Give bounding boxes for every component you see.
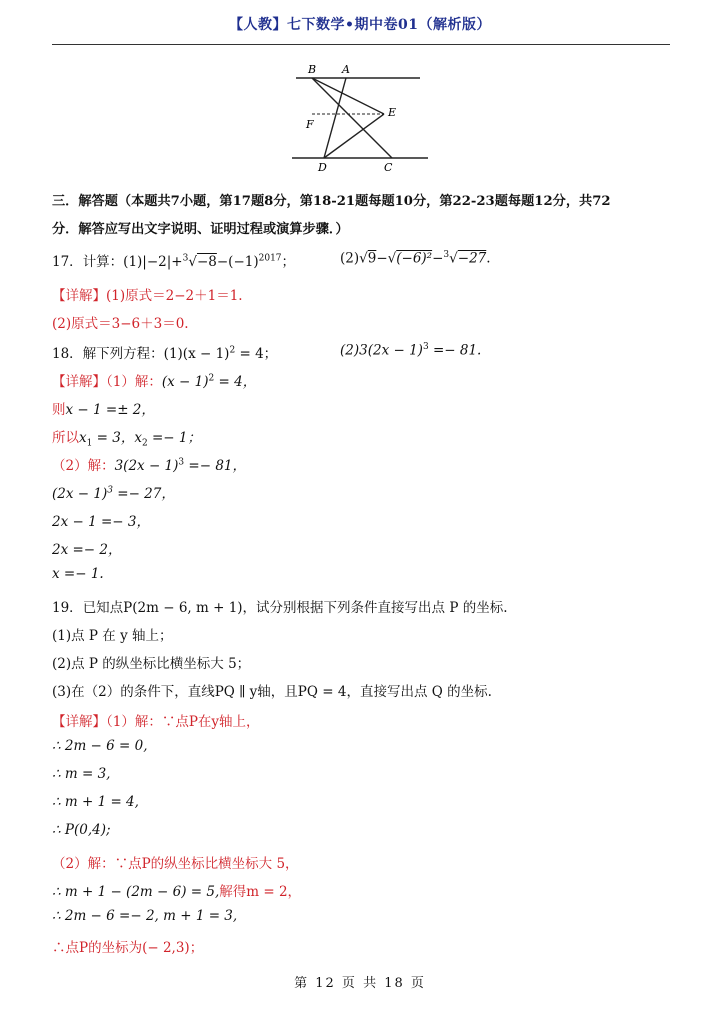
question-19-cond2: (2)点 P 的纵坐标比横坐标大 5； [52, 656, 251, 672]
question-19-cond1: (1)点 P 在 y 轴上； [52, 628, 173, 644]
question-18-part2: $(2)3(2x - 1)^3 =- 81$. [340, 342, 482, 359]
answer-18-line2: 则x − 1 =± 2， [52, 402, 155, 418]
answer-17-1: 【详解】(1)原式＝2−2＋1＝1. [52, 288, 243, 304]
answer-19-line2: ∴ 2m − 6 = 0, [52, 738, 148, 754]
answer-18-line5: $(2x - 1)^3 =- 27$， [52, 485, 175, 502]
question-19-cond3: (3)在（2）的条件下，直线PQ ∥ y轴，且PQ = 4，直接写出点 Q 的坐标. [52, 684, 492, 700]
question-18: 18．解下列方程：$(1)(x - 1)^2 = 4$； $(2)3(2x - 1)^3 =- 81$. [52, 342, 482, 362]
answer-19-line8: ∴ 2m − 6 =− 2, m + 1 = 3, [52, 908, 238, 924]
segment-BC [312, 78, 392, 158]
section-heading-line1: 三．解答题（本题共7小题，第17题8分，第18-21题每题10分，第22-23题每题12分，共72 [52, 194, 611, 209]
question-17: 17．计算：$(1)|-2|+^3√-8-(-1)^{2017}$； (2)√9−√(−6)²−$^3$√−27. [52, 250, 491, 270]
geometry-figure [288, 56, 432, 174]
answer-19-line9: ∴点P的坐标为(− 2,3)； [52, 940, 204, 956]
label-C: C [384, 161, 393, 174]
label-D: D [318, 161, 327, 174]
label-E: E [388, 106, 397, 119]
answer-19-line7: ∴ m + 1 − (2m − 6) = 5,解得m = 2， [52, 884, 302, 900]
answer-19-line5: ∴ P(0,4); [52, 822, 111, 838]
label-B: B [308, 63, 317, 76]
answer-18-line3: 所以$x_1 = 3$，$x_2 =- 1$； [52, 430, 201, 449]
answer-19-line1: 【详解】（1）解：∵点P在y轴上， [52, 714, 260, 730]
answer-19-line6: （2）解：∵点P的纵坐标比横坐标大 5， [52, 856, 299, 872]
header-divider [52, 44, 670, 45]
label-A: A [342, 63, 350, 76]
segment-BE [312, 78, 384, 114]
answer-17-2: (2)原式＝3−6＋3＝0. [52, 316, 189, 332]
question-17-part2: (2)√9−√(−6)²−$^3$√−27. [340, 250, 491, 267]
section-heading-line2: 分．解答应写出文字说明、证明过程或演算步骤．） [52, 222, 349, 237]
answer-18-line8: x =− 1. [52, 566, 104, 582]
answer-19-line4: ∴ m + 1 = 4, [52, 794, 139, 810]
answer-19-line3: ∴ m = 3, [52, 766, 111, 782]
answer-18-line4: （2）解：$3(2x - 1)^3 =- 81$， [52, 457, 247, 474]
question-19: 19．已知点P(2m − 6, m + 1)，试分别根据下列条件直接写出点 P 的坐标. [52, 600, 508, 616]
answer-18-line6: 2x − 1 =− 3， [52, 514, 150, 530]
page-header: 【人教】七下数学•期中卷01（解析版） [229, 17, 491, 33]
page-footer: 第 12 页 共 18 页 [294, 976, 426, 991]
answer-18-line7: 2x =− 2， [52, 542, 122, 558]
label-F: F [306, 118, 314, 131]
answer-18-line1: 【详解】（1）解：$(x - 1)^2 = 4$， [52, 373, 257, 390]
